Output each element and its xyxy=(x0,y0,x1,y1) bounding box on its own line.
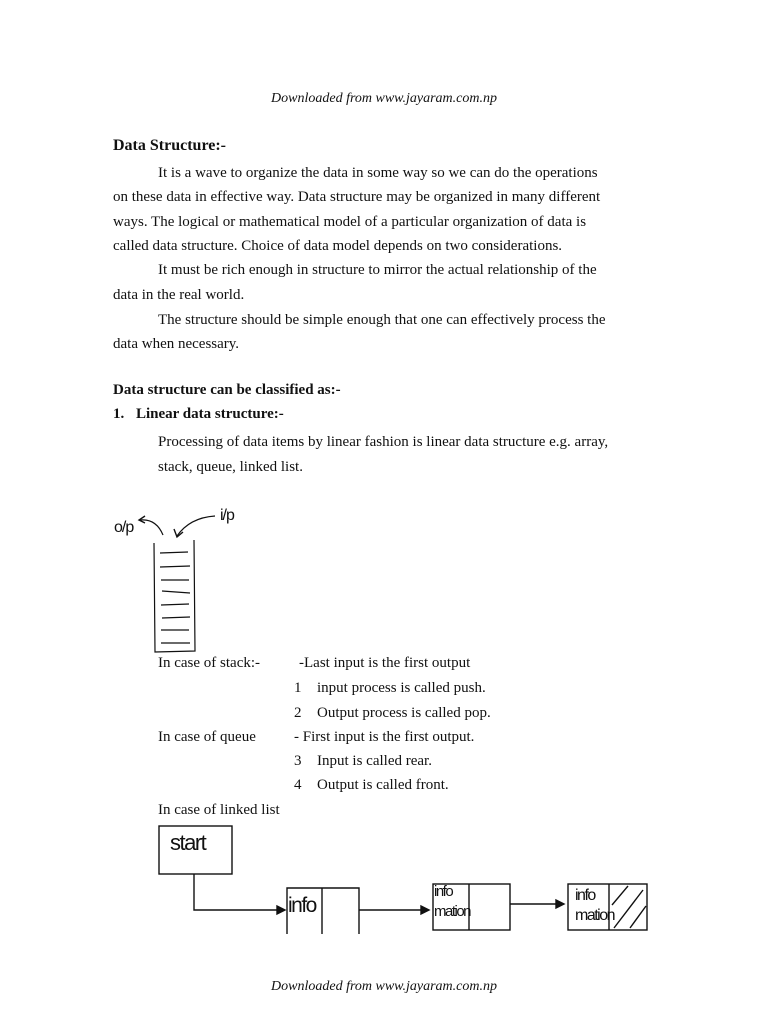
node2-text-bottom: mation xyxy=(434,903,471,920)
intro-line: ways. The logical or mathematical model of a particular organization of data is xyxy=(113,214,587,230)
node1-text: info xyxy=(288,894,316,917)
stack-slot xyxy=(161,604,189,605)
note-number: 1 xyxy=(294,680,302,696)
linked-list-label: In case of linked list xyxy=(158,802,280,818)
node3-text-bottom: mation xyxy=(575,907,615,924)
stack-slot xyxy=(160,566,190,567)
intro-line: on these data in effective way. Data structure may be organized in many different xyxy=(113,189,601,205)
note-number: 2 xyxy=(294,705,302,721)
queue-rule: - First input is the first output. xyxy=(294,729,475,745)
stack-container xyxy=(154,540,195,652)
note-number: 3 xyxy=(294,753,302,769)
note-text: Output is called front. xyxy=(317,777,449,793)
note-text: Input is called rear. xyxy=(317,753,432,769)
linear-desc: stack, queue, linked list. xyxy=(158,459,303,475)
stack-rule: -Last input is the first output xyxy=(299,655,471,671)
linear-desc: Processing of data items by linear fashion is linear data structure e.g. array, xyxy=(158,434,609,450)
start-pointer-line xyxy=(194,874,284,910)
section-title: Data Structure:- xyxy=(113,137,227,154)
intro-line: The structure should be simple enough that one can effectively process the xyxy=(158,312,606,328)
intro-line: It is a wave to organize the data in some way so we can do the operations xyxy=(158,165,598,181)
page-header: Downloaded from www.jayaram.com.np xyxy=(271,91,497,106)
linear-heading: Linear data structure:- xyxy=(136,406,284,422)
intro-line: It must be rich enough in structure to mirror the actual relationship of the xyxy=(158,262,597,278)
stack-slot xyxy=(162,617,190,618)
note-text: input process is called push. xyxy=(317,680,486,696)
intro-line: called data structure. Choice of data model depends on two considerations. xyxy=(113,238,563,254)
note-text: Output process is called pop. xyxy=(317,705,491,721)
node3-text-top: info xyxy=(575,887,595,904)
null-pointer-hatch xyxy=(612,886,646,928)
start-text: start xyxy=(170,830,206,855)
classified-heading: Data structure can be classified as:- xyxy=(113,382,341,398)
queue-label: In case of queue xyxy=(158,729,256,745)
linked-list-diagram xyxy=(159,826,647,934)
note-number: 4 xyxy=(294,777,302,793)
intro-line: data when necessary. xyxy=(113,336,240,352)
page-footer: Downloaded from www.jayaram.com.np xyxy=(271,979,497,994)
node2-text-top: info xyxy=(434,883,453,900)
linear-number: 1. xyxy=(113,406,125,422)
stack-label: In case of stack:- xyxy=(158,655,261,671)
stack-diagram xyxy=(139,516,215,652)
stack-slot xyxy=(160,552,188,553)
stack-slot xyxy=(162,591,190,593)
input-label: i/p xyxy=(220,507,234,524)
output-label: o/p xyxy=(114,519,134,536)
intro-line: data in the real world. xyxy=(113,287,245,303)
